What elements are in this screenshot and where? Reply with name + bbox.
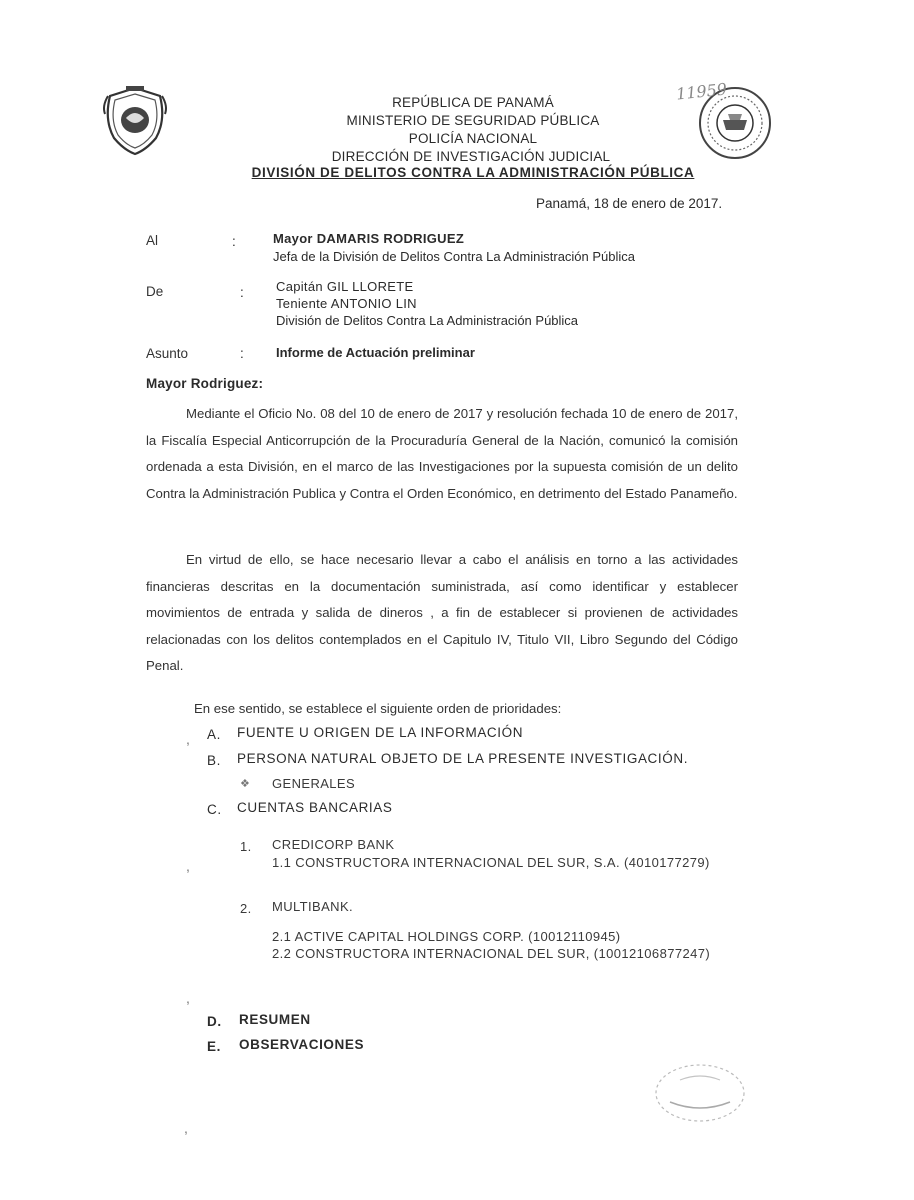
subject-label: Asunto: [146, 346, 189, 361]
from-name-1: Capitán GIL LLORETE: [276, 279, 414, 294]
item-b-letter: B.: [207, 753, 221, 768]
item-c-letter: C.: [207, 802, 222, 817]
header-directorate: DIRECCIÓN DE INVESTIGACIÓN JUDICIAL: [331, 149, 611, 164]
bank-2-name: MULTIBANK.: [272, 899, 354, 914]
paragraph-1: [146, 401, 738, 507]
paragraph-2-text: En virtud de ello, se hace necesario llevar a cabo el análisis en torno a las actividades financieras descritas en la documentación suministrada, así como identificar y establecer movimientos de entrada y salida de dineros , a fin de establecer si provienen de actividades relacionadas con los delitos contemplados en el Capitulo IV, Titulo VII, Libro Segundo del Código Penal.: [146, 552, 738, 673]
item-d-text: RESUMEN: [239, 1012, 311, 1027]
scan-mark: ,: [186, 731, 190, 747]
bank-2-account-1: 2.1 ACTIVE CAPITAL HOLDINGS CORP. (10012110945): [272, 929, 621, 944]
header-country: REPÚBLICA DE PANAMÁ: [392, 95, 554, 110]
faded-stamp-icon: [650, 1058, 750, 1128]
header-police: POLICÍA NACIONAL: [408, 131, 538, 146]
to-title: Jefa de la División de Delitos Contra La Administración Pública: [273, 249, 636, 264]
paragraph-1-text: Mediante el Oficio No. 08 del 10 de enero de 2017 y resolución fechada 10 de enero de 2017, la Fiscalía Especial Anticorrupción de la Procuraduría General de la Nación, comunicó la comisión ordenada a esta División, en el marco de las Investigaciones por la supuesta comisión de un delito Contra la Administración Publica y Contra el Orden Económico, en detrimento del Estado Panameño.: [146, 406, 738, 501]
bank-2-number: 2.: [240, 901, 252, 916]
to-name: Mayor DAMARIS RODRIGUEZ: [273, 231, 465, 246]
item-e-letter: E.: [207, 1039, 221, 1054]
item-a-letter: A.: [207, 727, 221, 742]
item-b-sub: GENERALES: [272, 776, 356, 791]
from-colon: :: [240, 285, 244, 300]
bank-1-name: CREDICORP BANK: [272, 837, 395, 852]
from-unit: División de Delitos Contra La Administración Pública: [276, 313, 579, 328]
scan-mark: ,: [184, 1120, 188, 1136]
subject-colon: :: [240, 346, 244, 361]
header-division: DIVISIÓN DE DELITOS CONTRA LA ADMINISTRACIÓN PÚBLICA: [251, 165, 695, 180]
scan-mark: ,: [186, 990, 190, 1006]
paragraph-3: En ese sentido, se establece el siguiente orden de prioridades:: [194, 701, 562, 716]
item-e-text: OBSERVACIONES: [239, 1037, 365, 1052]
scan-mark: ,: [186, 858, 190, 874]
bank-2-account-2: 2.2 CONSTRUCTORA INTERNACIONAL DEL SUR, (10012106877247): [272, 946, 711, 961]
paragraph-2: [146, 547, 738, 680]
item-d-letter: D.: [207, 1014, 222, 1029]
handwritten-folio-number: 11959: [675, 79, 728, 104]
salutation: Mayor Rodriguez:: [146, 376, 264, 391]
item-a-text: FUENTE U ORIGEN DE LA INFORMACIÓN: [237, 725, 524, 740]
from-label: De: [146, 284, 164, 299]
document-date: Panamá, 18 de enero de 2017.: [536, 196, 723, 211]
bank-1-account-1: 1.1 CONSTRUCTORA INTERNACIONAL DEL SUR, S.A. (4010177279): [272, 855, 710, 870]
bank-1-number: 1.: [240, 839, 252, 854]
from-name-2: Teniente ANTONIO LIN: [276, 296, 417, 311]
item-c-text: CUENTAS BANCARIAS: [237, 800, 393, 815]
subject-text: Informe de Actuación preliminar: [276, 345, 475, 360]
to-label: Al: [146, 233, 159, 248]
diamond-bullet-icon: ❖: [240, 778, 250, 790]
to-colon: :: [232, 234, 236, 249]
item-b-text: PERSONA NATURAL OBJETO DE LA PRESENTE INVESTIGACIÓN.: [237, 751, 689, 766]
header-ministry: MINISTERIO DE SEGURIDAD PÚBLICA: [346, 113, 600, 128]
